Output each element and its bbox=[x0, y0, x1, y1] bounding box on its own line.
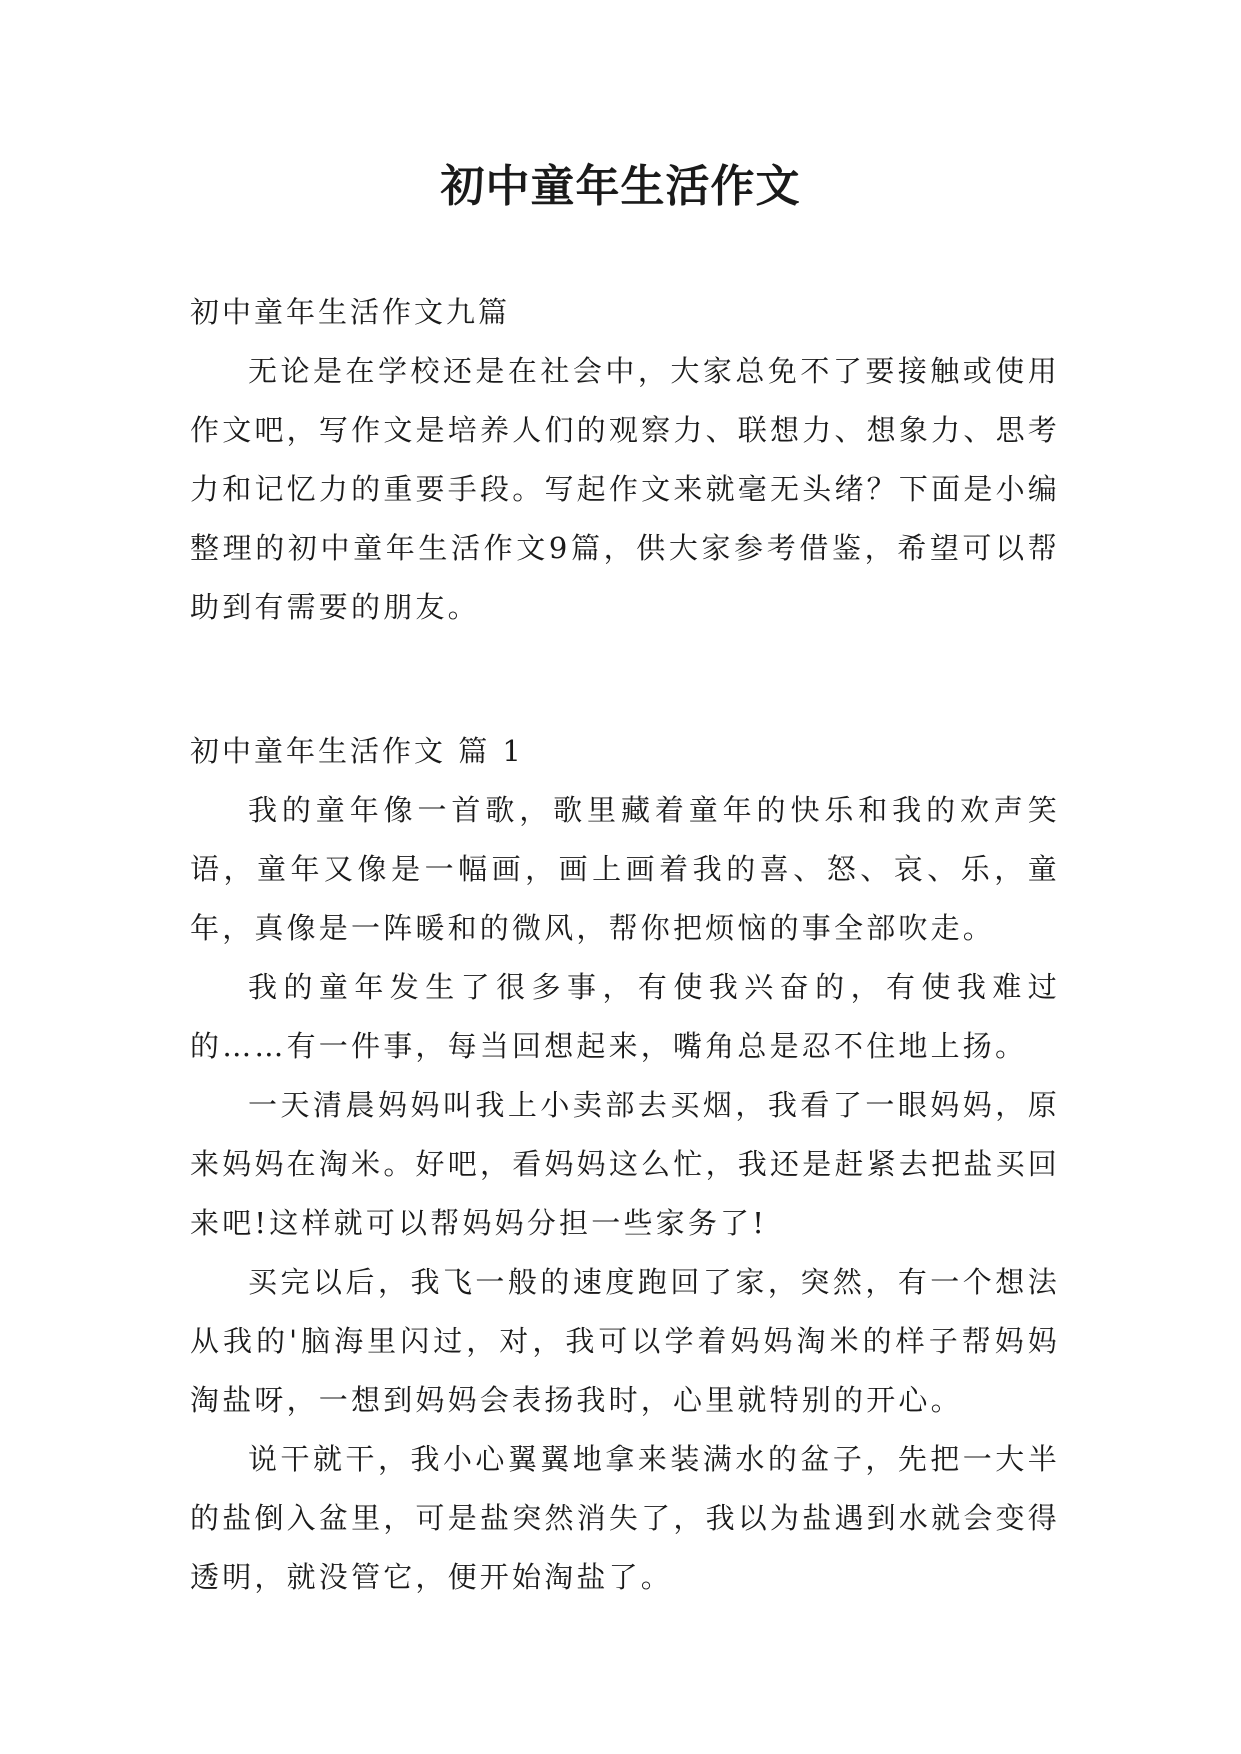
body-paragraph-5: 说干就干，我小心翼翼地拿来装满水的盆子，先把一大半的盐倒入盆里，可是盐突然消失了，我以为盐遇到水就会变得透明，就没管它，便开始淘盐了。 bbox=[190, 1442, 1060, 1594]
body-paragraph-3: 一天清晨妈妈叫我上小卖部去买烟，我看了一眼妈妈，原来妈妈在淘米。好吧，看妈妈这么忙，我还是赶紧去把盐买回来吧!这样就可以帮妈妈分担一些家务了! bbox=[190, 1088, 1060, 1240]
document-subtitle: 初中童年生活作文九篇 bbox=[190, 295, 511, 329]
body-paragraph-4: 买完以后，我飞一般的速度跑回了家，突然，有一个想法从我的'脑海里闪过，对，我可以学着妈妈淘米的样子帮妈妈淘盐呀，一想到妈妈会表扬我时，心里就特别的开心。 bbox=[190, 1265, 1060, 1417]
document-body bbox=[190, 283, 1060, 1607]
intro-paragraph: 无论是在学校还是在社会中，大家总免不了要接触或使用作文吧，写作文是培养人们的观察力、联想力、想象力、思考力和记忆力的重要手段。写起作文来就毫无头绪？下面是小编整理的初中童年生活作文9篇，供大家参考借鉴，希望可以帮助到有需要的朋友。 bbox=[190, 354, 1060, 624]
body-paragraph-1: 我的童年像一首歌，歌里藏着童年的快乐和我的欢声笑语，童年又像是一幅画，画上画着我的喜、怒、哀、乐，童年，真像是一阵暖和的微风，帮你把烦恼的事全部吹走。 bbox=[190, 793, 1060, 945]
document-title: 初中童年生活作文 bbox=[440, 161, 801, 212]
section-heading: 初中童年生活作文 篇 1 bbox=[190, 734, 524, 768]
section-spacer bbox=[190, 637, 1060, 722]
body-paragraph-2: 我的童年发生了很多事，有使我兴奋的，有使我难过的……有一件事，每当回想起来，嘴角总是忍不住地上扬。 bbox=[190, 970, 1060, 1063]
